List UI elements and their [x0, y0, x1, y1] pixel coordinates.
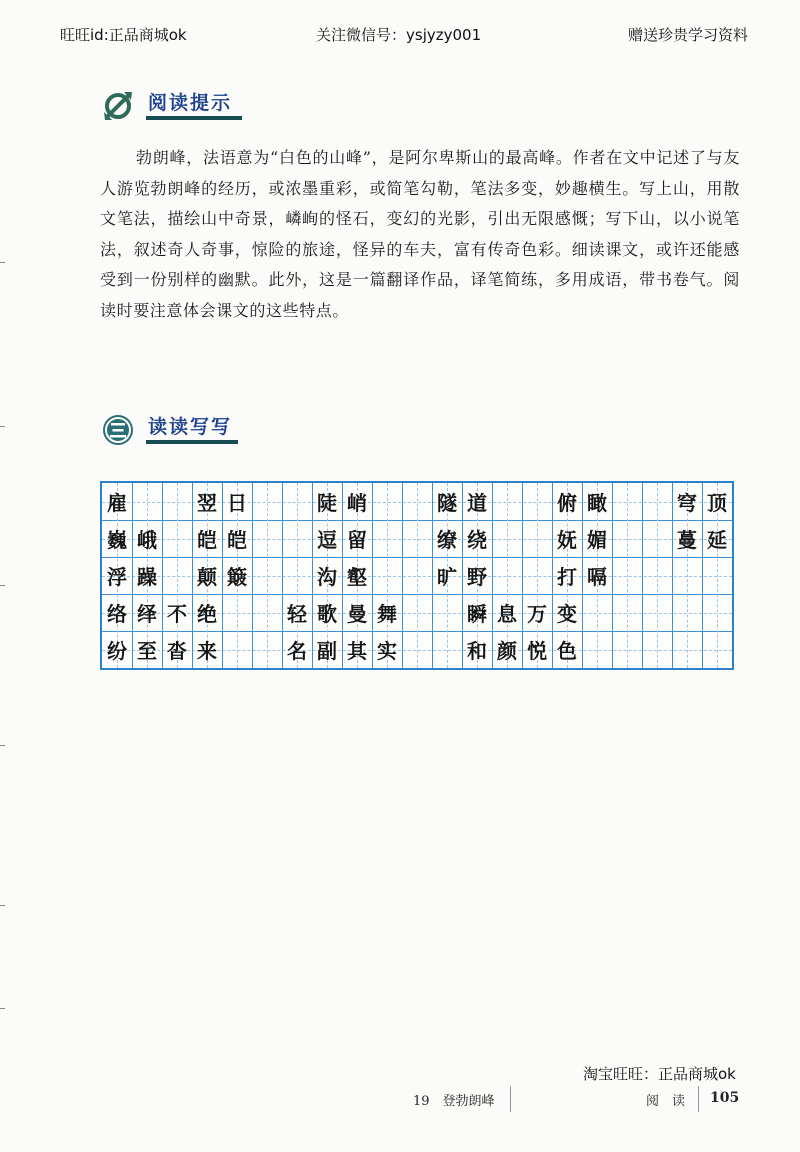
grid-character: 缭 — [437, 528, 457, 552]
grid-character: 色 — [557, 639, 577, 663]
folio-divider — [698, 1086, 699, 1112]
grid-guide-line — [627, 483, 628, 668]
swirl-arrow-icon — [100, 88, 136, 124]
binding-mark — [0, 745, 5, 746]
heading-underline — [146, 440, 238, 444]
grid-character: 曼 — [347, 602, 367, 626]
grid-character: 息 — [497, 602, 517, 626]
grid-character: 翌 — [197, 491, 217, 515]
grid-character: 皑 — [197, 528, 217, 552]
circled-three-icon — [100, 412, 136, 448]
grid-character: 逗 — [317, 528, 337, 552]
grid-character: 峭 — [347, 491, 367, 515]
heading-underline — [146, 116, 242, 120]
grid-col-line — [642, 483, 643, 668]
grid-character: 名 — [287, 639, 307, 663]
grid-character: 壑 — [347, 565, 367, 589]
grid-character: 打 — [557, 565, 577, 589]
grid-character: 躁 — [137, 565, 157, 589]
grid-guide-line — [267, 483, 268, 668]
grid-character: 舞 — [377, 602, 397, 626]
grid-character: 悦 — [527, 639, 547, 663]
header-right-text: 赠送珍贵学习资料 — [627, 26, 748, 44]
header-left-text: 旺旺id:正品商城ok — [60, 26, 187, 44]
grid-character: 轻 — [287, 602, 307, 626]
grid-character: 蔓 — [677, 528, 697, 552]
page-number: 105 — [710, 1090, 740, 1106]
grid-character: 妩 — [557, 528, 577, 552]
grid-character: 嗝 — [587, 565, 607, 589]
grid-character: 道 — [467, 491, 487, 515]
grid-character: 颜 — [497, 639, 517, 663]
binding-mark — [0, 905, 5, 906]
grid-character: 副 — [317, 639, 337, 663]
grid-character: 万 — [527, 602, 547, 626]
grid-character: 歌 — [317, 602, 337, 626]
binding-mark — [0, 585, 5, 586]
grid-character: 媚 — [587, 528, 607, 552]
grid-character: 绎 — [137, 602, 157, 626]
grid-character: 瞬 — [467, 602, 487, 626]
grid-character: 旷 — [437, 565, 457, 589]
grid-guide-line — [657, 483, 658, 668]
grid-character: 实 — [377, 639, 397, 663]
grid-character: 变 — [557, 602, 577, 626]
grid-character: 绝 — [197, 602, 217, 626]
binding-mark — [0, 262, 5, 263]
section-label: 阅 读 — [646, 1094, 686, 1109]
grid-character: 俯 — [557, 491, 577, 515]
grid-character: 纷 — [107, 639, 127, 663]
read-write-title: 读读写写 — [148, 416, 233, 438]
lesson-folio: 19 登勃朗峰 — [413, 1094, 495, 1109]
grid-character: 巍 — [107, 528, 127, 552]
grid-character: 隧 — [437, 491, 457, 515]
vocabulary-grid — [100, 481, 734, 670]
grid-character: 顶 — [707, 491, 727, 515]
grid-character: 穹 — [677, 491, 697, 515]
footer-shop-text: 淘宝旺旺：正品商城ok — [583, 1065, 736, 1083]
grid-character: 其 — [347, 639, 367, 663]
grid-character: 来 — [197, 639, 217, 663]
grid-character: 络 — [107, 602, 127, 626]
binding-mark — [0, 1008, 5, 1009]
grid-character: 瞰 — [587, 491, 607, 515]
grid-character: 留 — [347, 528, 367, 552]
grid-character: 野 — [467, 565, 487, 589]
grid-character: 绕 — [467, 528, 487, 552]
grid-character: 延 — [707, 528, 727, 552]
header-center-text: 关注微信号：ysjyzy001 — [316, 26, 482, 44]
grid-character: 皑 — [227, 528, 247, 552]
grid-character: 至 — [137, 639, 157, 663]
reading-hint-title: 阅读提示 — [148, 92, 233, 114]
grid-character: 不 — [167, 602, 187, 626]
reading-hint-paragraph: 勃朗峰，法语意为“白色的山峰”，是阿尔卑斯山的最高峰。作者在文中记述了与友人游览勃朗峰的经历，或浓墨重彩，或简笔勾勒，笔法多变，妙趣横生。写上山，用散文笔法，描绘山中奇景，嶙峋的怪石，变幻的光影，引出无限感慨；写下山，以小说笔法，叙述奇人奇事，惊险的旅途，怪异的车夫，富有传奇色彩。细读课文，或许还能感受到一份别样的幽默。此外，这是一篇翻译作品，译笔简练，多用成语，带书卷气。阅读时要注意体会课文的这些特点。 — [100, 148, 740, 320]
folio-divider — [510, 1086, 511, 1112]
grid-character: 簸 — [227, 565, 247, 589]
grid-character: 日 — [227, 491, 247, 515]
grid-character: 沓 — [167, 639, 187, 663]
grid-character: 浮 — [107, 565, 127, 589]
binding-mark — [0, 426, 5, 427]
grid-character: 雇 — [107, 491, 127, 515]
grid-character: 沟 — [317, 565, 337, 589]
grid-character: 和 — [467, 639, 487, 663]
grid-character: 颠 — [197, 565, 217, 589]
grid-guide-line — [417, 483, 418, 668]
grid-character: 峨 — [137, 528, 157, 552]
grid-character: 陡 — [317, 491, 337, 515]
